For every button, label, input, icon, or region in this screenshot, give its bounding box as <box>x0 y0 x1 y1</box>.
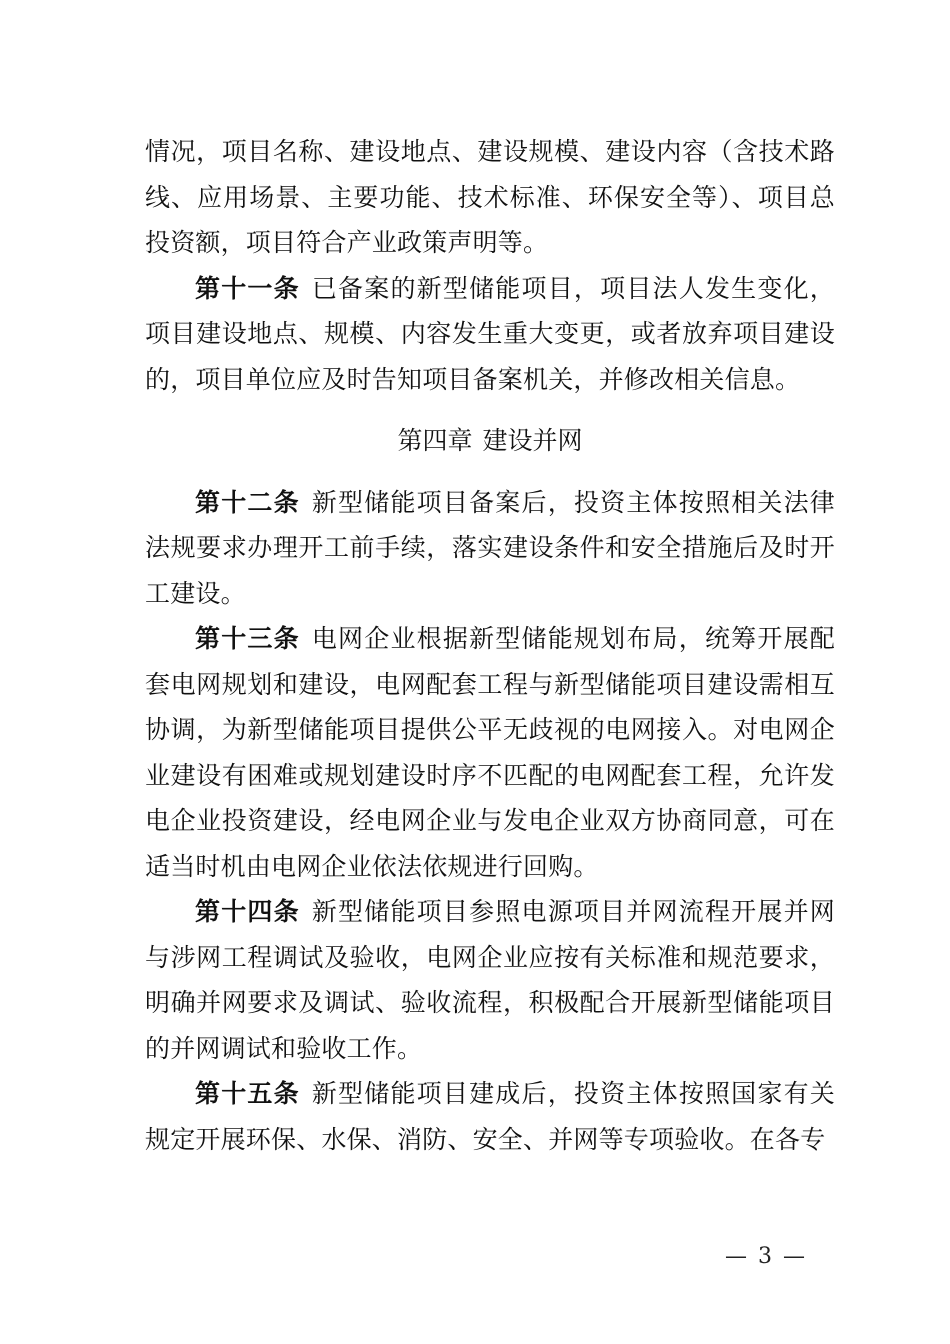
article-14 <box>145 889 835 1071</box>
chapter-title: 建设并网 <box>482 426 583 455</box>
paragraph-continued: 情况，项目名称、建设地点、建设规模、建设内容（含技术路线、应用场景、主要功能、技术标准、环保安全等）、项目总投资额，项目符合产业政策声明等。 <box>145 137 835 257</box>
article-11 <box>145 266 835 403</box>
article-13 <box>145 616 835 889</box>
article-15-label: 第十五条 <box>195 1079 300 1108</box>
article-11-text: 已备案的新型储能项目，项目法人发生变化，项目建设地点、规模、内容发生重大变更，或者放弃项目建设的，项目单位应及时告知项目备案机关，并修改相关信息。 <box>145 273 835 394</box>
chapter-heading <box>145 418 835 464</box>
document-body <box>145 129 835 1162</box>
article-12 <box>145 480 835 617</box>
article-13-text: 电网企业根据新型储能规划布局，统筹开展配套电网规划和建设，电网配套工程与新型储能项目建设需相互协调，为新型储能项目提供公平无歧视的电网接入。对电网企业建设有困难或规划建设时序不匹配的电网配套工程，允许发电企业投资建设，经电网企业与发电企业双方协商同意，可在适当时机由电网企业依法依规进行回购。 <box>145 624 835 881</box>
article-13-label: 第十三条 <box>195 624 300 653</box>
article-14-label: 第十四条 <box>195 897 300 926</box>
article-15-text: 新型储能项目建成后，投资主体按照国家有关规定开展环保、水保、消防、安全、并网等专项验收。在各专 <box>145 1079 835 1154</box>
chapter-number: 第四章 <box>397 426 473 455</box>
article-12-label: 第十二条 <box>195 487 300 517</box>
article-15 <box>145 1071 835 1162</box>
page-number: — 3 — <box>725 1244 807 1269</box>
article-14-text: 新型储能项目参照电源项目并网流程开展并网与涉网工程调试及验收，电网企业应按有关标准和规范要求，明确并网要求及调试、验收流程，积极配合开展新型储能项目的并网调试和验收工作。 <box>145 897 835 1063</box>
article-11-label: 第十一条 <box>195 273 300 303</box>
article-12-text: 新型储能项目备案后，投资主体按照相关法律法规要求办理开工前手续，落实建设条件和安全措施后及时开工建设。 <box>145 487 835 608</box>
